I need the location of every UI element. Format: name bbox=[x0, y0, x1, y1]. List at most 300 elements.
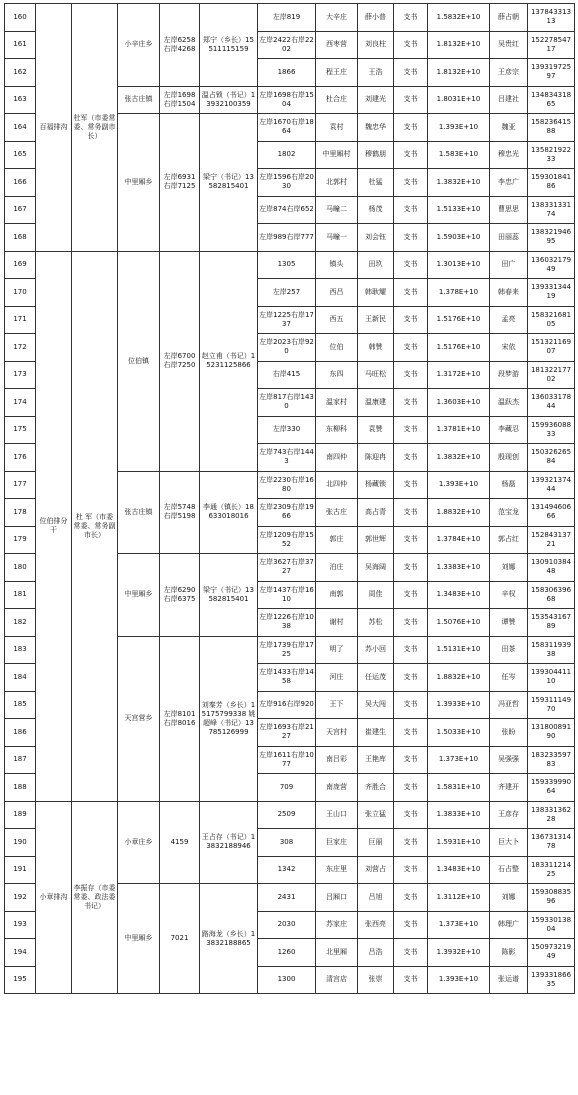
village-position: 左岸1596右岸2030 bbox=[258, 169, 316, 197]
secretary-phone: 1.5033E+10 bbox=[428, 719, 490, 747]
village-secretary: 韩耿耀 bbox=[358, 279, 394, 307]
row-number: 174 bbox=[5, 389, 36, 417]
patrol-mobile: 15832168105 bbox=[528, 306, 575, 334]
village-name: 温家村 bbox=[316, 389, 358, 417]
secretary-role: 支书 bbox=[394, 801, 428, 829]
village-position: 左岸2422右岸2202 bbox=[258, 31, 316, 59]
table-row bbox=[5, 4, 575, 32]
township-position: 左岸6931 右岸7125 bbox=[160, 114, 200, 252]
secretary-role: 支书 bbox=[394, 59, 428, 87]
patrol-mobile: 13603317844 bbox=[528, 389, 575, 417]
secretary-role: 支书 bbox=[394, 196, 428, 224]
village-position: 1342 bbox=[258, 856, 316, 884]
township-position: 左岸6700 右岸7250 bbox=[160, 251, 200, 471]
village-secretary: 王浩 bbox=[358, 59, 394, 87]
row-number: 164 bbox=[5, 114, 36, 142]
village-name: 郭庄 bbox=[316, 526, 358, 554]
secretary-role: 支书 bbox=[394, 966, 428, 994]
village-name: 王下 bbox=[316, 691, 358, 719]
row-number: 175 bbox=[5, 416, 36, 444]
patrol-leader: 吕建社 bbox=[490, 86, 528, 114]
village-position: 左岸1693右岸2127 bbox=[258, 719, 316, 747]
secretary-role: 支书 bbox=[394, 224, 428, 252]
village-name: 张古庄 bbox=[316, 499, 358, 527]
channel-name: 百福排沟 bbox=[36, 4, 72, 252]
village-position: 左岸1611右岸1077 bbox=[258, 746, 316, 774]
patrol-leader: 魏亚 bbox=[490, 114, 528, 142]
village-position: 2030 bbox=[258, 911, 316, 939]
village-secretary: 张西亮 bbox=[358, 911, 394, 939]
secretary-phone: 1.8031E+10 bbox=[428, 86, 490, 114]
village-secretary: 崔建生 bbox=[358, 719, 394, 747]
village-name: 明了 bbox=[316, 636, 358, 664]
village-name: 大辛庄 bbox=[316, 4, 358, 32]
patrol-leader: 田丽蕊 bbox=[490, 224, 528, 252]
patrol-leader: 韩春来 bbox=[490, 279, 528, 307]
row-number: 190 bbox=[5, 829, 36, 857]
village-position: 左岸1226右岸1038 bbox=[258, 609, 316, 637]
patrol-mobile: 15993608833 bbox=[528, 416, 575, 444]
secretary-role: 支书 bbox=[394, 86, 428, 114]
township-position: 左岸1698 右岸1504 bbox=[160, 86, 200, 114]
village-position: 左岸257 bbox=[258, 279, 316, 307]
patrol-leader: 穆忠光 bbox=[490, 141, 528, 169]
secretary-role: 支书 bbox=[394, 389, 428, 417]
secretary-phone: 1.5832E+10 bbox=[428, 4, 490, 32]
village-name: 南吕彩 bbox=[316, 746, 358, 774]
row-number: 163 bbox=[5, 86, 36, 114]
village-name: 位伯 bbox=[316, 334, 358, 362]
village-secretary: 吴海阔 bbox=[358, 554, 394, 582]
township-position: 左岸8101 右岸8016 bbox=[160, 636, 200, 801]
patrol-leader: 杨磊 bbox=[490, 471, 528, 499]
village-position: 1300 bbox=[258, 966, 316, 994]
village-secretary: 王艳库 bbox=[358, 746, 394, 774]
secretary-phone: 1.5176E+10 bbox=[428, 306, 490, 334]
row-number: 195 bbox=[5, 966, 36, 994]
village-name: 东柳科 bbox=[316, 416, 358, 444]
patrol-leader: 薛占朝 bbox=[490, 4, 528, 32]
secretary-role: 支书 bbox=[394, 4, 428, 32]
village-secretary: 杨藏锁 bbox=[358, 471, 394, 499]
village-secretary: 张崇 bbox=[358, 966, 394, 994]
patrol-mobile: 13833136228 bbox=[528, 801, 575, 829]
row-number: 166 bbox=[5, 169, 36, 197]
village-position: 左岸1698右岸1504 bbox=[258, 86, 316, 114]
patrol-leader: 温跃杰 bbox=[490, 389, 528, 417]
row-number: 178 bbox=[5, 499, 36, 527]
secretary-phone: 1.3383E+10 bbox=[428, 554, 490, 582]
village-position: 1866 bbox=[258, 59, 316, 87]
patrol-leader: 李藏忍 bbox=[490, 416, 528, 444]
village-name: 西五 bbox=[316, 306, 358, 334]
village-secretary: 吴大闯 bbox=[358, 691, 394, 719]
secretary-phone: 1.5931E+10 bbox=[428, 829, 490, 857]
patrol-mobile: 13832194695 bbox=[528, 224, 575, 252]
patrol-mobile: 15823641588 bbox=[528, 114, 575, 142]
table-row bbox=[5, 801, 575, 829]
table-row bbox=[5, 251, 575, 279]
secretary-phone: 1.5131E+10 bbox=[428, 636, 490, 664]
secretary-phone: 1.8832E+10 bbox=[428, 499, 490, 527]
patrol-mobile: 18331121425 bbox=[528, 856, 575, 884]
village-secretary: 刘营占 bbox=[358, 856, 394, 884]
village-position: 左岸989右岸777 bbox=[258, 224, 316, 252]
secretary-role: 支书 bbox=[394, 856, 428, 884]
patrol-mobile: 15831193938 bbox=[528, 636, 575, 664]
township-name: 小辛庄乡 bbox=[118, 4, 160, 87]
village-secretary: 韩赞 bbox=[358, 334, 394, 362]
patrol-mobile: 15931114970 bbox=[528, 691, 575, 719]
village-name: 北里厢 bbox=[316, 939, 358, 967]
village-secretary: 杨茂 bbox=[358, 196, 394, 224]
village-position: 308 bbox=[258, 829, 316, 857]
village-name: 南四仲 bbox=[316, 444, 358, 472]
secretary-role: 支书 bbox=[394, 169, 428, 197]
patrol-mobile: 13483431865 bbox=[528, 86, 575, 114]
secretary-role: 支书 bbox=[394, 306, 428, 334]
secretary-phone: 1.5903E+10 bbox=[428, 224, 490, 252]
secretary-role: 支书 bbox=[394, 471, 428, 499]
village-secretary: 任运茂 bbox=[358, 664, 394, 692]
row-number: 162 bbox=[5, 59, 36, 87]
township-name: 中里厢乡 bbox=[118, 554, 160, 637]
village-name: 巨家庄 bbox=[316, 829, 358, 857]
row-number: 177 bbox=[5, 471, 36, 499]
village-position: 左岸1225右岸1737 bbox=[258, 306, 316, 334]
patrol-mobile: 15930184186 bbox=[528, 169, 575, 197]
patrol-leader: 韩理广 bbox=[490, 911, 528, 939]
village-name: 杜合庄 bbox=[316, 86, 358, 114]
village-secretary: 周佳 bbox=[358, 581, 394, 609]
secretary-phone: 1.5831E+10 bbox=[428, 774, 490, 802]
village-secretary: 杜猛 bbox=[358, 169, 394, 197]
secretary-role: 支书 bbox=[394, 746, 428, 774]
village-name: 北郭村 bbox=[316, 169, 358, 197]
secretary-phone: 1.583E+10 bbox=[428, 141, 490, 169]
row-number: 194 bbox=[5, 939, 36, 967]
secretary-phone: 1.3781E+10 bbox=[428, 416, 490, 444]
village-secretary: 张立猛 bbox=[358, 801, 394, 829]
village-name: 西吕 bbox=[316, 279, 358, 307]
village-secretary: 陈迎冉 bbox=[358, 444, 394, 472]
village-position: 左岸743右岸1443 bbox=[258, 444, 316, 472]
row-number: 179 bbox=[5, 526, 36, 554]
village-position: 1802 bbox=[258, 141, 316, 169]
village-secretary: 刘良柱 bbox=[358, 31, 394, 59]
village-position: 左岸817右岸1430 bbox=[258, 389, 316, 417]
row-number: 188 bbox=[5, 774, 36, 802]
secretary-role: 支书 bbox=[394, 499, 428, 527]
village-position: 左岸3627右岸3727 bbox=[258, 554, 316, 582]
village-secretary: 苏小回 bbox=[358, 636, 394, 664]
secretary-phone: 1.8132E+10 bbox=[428, 31, 490, 59]
channel-name: 小章排沟 bbox=[36, 801, 72, 994]
secretary-role: 支书 bbox=[394, 251, 428, 279]
secretary-role: 支书 bbox=[394, 526, 428, 554]
village-secretary: 刘建光 bbox=[358, 86, 394, 114]
secretary-phone: 1.5076E+10 bbox=[428, 609, 490, 637]
patrol-mobile: 15933013804 bbox=[528, 911, 575, 939]
row-number: 169 bbox=[5, 251, 36, 279]
patrol-leader: 辛权 bbox=[490, 581, 528, 609]
row-number: 187 bbox=[5, 746, 36, 774]
row-number: 182 bbox=[5, 609, 36, 637]
village-position: 左岸819 bbox=[258, 4, 316, 32]
village-name: 北四仲 bbox=[316, 471, 358, 499]
row-number: 173 bbox=[5, 361, 36, 389]
township-name: 中里厢乡 bbox=[118, 114, 160, 252]
patrol-mobile: 13603217949 bbox=[528, 251, 575, 279]
village-secretary: 马旺松 bbox=[358, 361, 394, 389]
patrol-mobile: 13932137444 bbox=[528, 471, 575, 499]
city-leader: 杜 军（市委常委、常务副市长） bbox=[72, 251, 118, 801]
row-number: 180 bbox=[5, 554, 36, 582]
patrol-leader: 陈影 bbox=[490, 939, 528, 967]
patrol-mobile: 13149460666 bbox=[528, 499, 575, 527]
row-number: 181 bbox=[5, 581, 36, 609]
village-secretary: 温康建 bbox=[358, 389, 394, 417]
village-secretary: 苏松 bbox=[358, 609, 394, 637]
secretary-phone: 1.3932E+10 bbox=[428, 939, 490, 967]
patrol-leader: 张盼 bbox=[490, 719, 528, 747]
secretary-role: 支书 bbox=[394, 141, 428, 169]
secretary-role: 支书 bbox=[394, 719, 428, 747]
secretary-phone: 1.3013E+10 bbox=[428, 251, 490, 279]
patrol-mobile: 15032626584 bbox=[528, 444, 575, 472]
township-chief: 路海龙（乡长）13832188865 bbox=[200, 884, 258, 994]
village-secretary: 吕旭 bbox=[358, 884, 394, 912]
village-name: 东四 bbox=[316, 361, 358, 389]
village-position: 左岸330 bbox=[258, 416, 316, 444]
row-number: 193 bbox=[5, 911, 36, 939]
secretary-role: 支书 bbox=[394, 609, 428, 637]
village-secretary: 刘会钰 bbox=[358, 224, 394, 252]
patrol-leader: 王彦宗 bbox=[490, 59, 528, 87]
row-number: 161 bbox=[5, 31, 36, 59]
patrol-leader: 齐建开 bbox=[490, 774, 528, 802]
township-chief: 温占锁（书记）13932100359 bbox=[200, 86, 258, 114]
secretary-role: 支书 bbox=[394, 361, 428, 389]
village-position: 左岸2230右岸1680 bbox=[258, 471, 316, 499]
secretary-phone: 1.393E+10 bbox=[428, 114, 490, 142]
secretary-phone: 1.3784E+10 bbox=[428, 526, 490, 554]
village-name: 谢村 bbox=[316, 609, 358, 637]
patrol-leader: 田茶 bbox=[490, 636, 528, 664]
village-name: 南郭 bbox=[316, 581, 358, 609]
row-number: 191 bbox=[5, 856, 36, 884]
township-chief: 郑宁（乡长）15511115159 bbox=[200, 4, 258, 87]
village-position: 左岸1437右岸1610 bbox=[258, 581, 316, 609]
patrol-mobile: 15830639668 bbox=[528, 581, 575, 609]
township-name: 天宫营乡 bbox=[118, 636, 160, 801]
patrol-mobile: 13833133174 bbox=[528, 196, 575, 224]
village-name: 清宫店 bbox=[316, 966, 358, 994]
secretary-role: 支书 bbox=[394, 774, 428, 802]
township-position: 左岸5748 右岸5198 bbox=[160, 471, 200, 554]
secretary-phone: 1.378E+10 bbox=[428, 279, 490, 307]
secretary-role: 支书 bbox=[394, 829, 428, 857]
village-position: 左岸916右岸920 bbox=[258, 691, 316, 719]
secretary-role: 支书 bbox=[394, 416, 428, 444]
secretary-phone: 1.373E+10 bbox=[428, 911, 490, 939]
patrol-leader: 刘娜 bbox=[490, 554, 528, 582]
row-number: 168 bbox=[5, 224, 36, 252]
secretary-role: 支书 bbox=[394, 31, 428, 59]
village-position: 左岸2309右岸1966 bbox=[258, 499, 316, 527]
patrol-leader: 范宝龙 bbox=[490, 499, 528, 527]
secretary-role: 支书 bbox=[394, 444, 428, 472]
patrol-mobile: 13931972597 bbox=[528, 59, 575, 87]
township-position: 4159 bbox=[160, 801, 200, 884]
secretary-phone: 1.8832E+10 bbox=[428, 664, 490, 692]
township-chief: 刘秦芳（乡长）15175799338 姚超峰（书记）13785126999 bbox=[200, 636, 258, 801]
village-secretary: 田玖 bbox=[358, 251, 394, 279]
secretary-role: 支书 bbox=[394, 279, 428, 307]
patrol-leader: 刘娜 bbox=[490, 884, 528, 912]
row-number: 170 bbox=[5, 279, 36, 307]
village-position: 左岸1739右岸1725 bbox=[258, 636, 316, 664]
patrol-leader: 孟亮 bbox=[490, 306, 528, 334]
secretary-role: 支书 bbox=[394, 581, 428, 609]
patrol-mobile: 15354316789 bbox=[528, 609, 575, 637]
village-secretary: 郭世辉 bbox=[358, 526, 394, 554]
village-position: 2509 bbox=[258, 801, 316, 829]
township-name: 位伯镇 bbox=[118, 251, 160, 471]
patrol-leader: 郭占红 bbox=[490, 526, 528, 554]
secretary-role: 支书 bbox=[394, 691, 428, 719]
patrol-leader: 宋依 bbox=[490, 334, 528, 362]
township-name: 张古庄镇 bbox=[118, 471, 160, 554]
secretary-phone: 1.393E+10 bbox=[428, 471, 490, 499]
village-secretary: 穆鹤朋 bbox=[358, 141, 394, 169]
patrol-leader: 田广 bbox=[490, 251, 528, 279]
secretary-phone: 1.3603E+10 bbox=[428, 389, 490, 417]
row-number: 160 bbox=[5, 4, 36, 32]
roster-body bbox=[5, 4, 575, 994]
village-name: 东庄里 bbox=[316, 856, 358, 884]
secretary-role: 支书 bbox=[394, 664, 428, 692]
village-name: 苏家庄 bbox=[316, 911, 358, 939]
patrol-leader: 石占整 bbox=[490, 856, 528, 884]
township-name: 小章庄乡 bbox=[118, 801, 160, 884]
patrol-leader: 巨大卜 bbox=[490, 829, 528, 857]
patrol-mobile: 15097321949 bbox=[528, 939, 575, 967]
village-secretary: 齐胜合 bbox=[358, 774, 394, 802]
village-name: 袁村 bbox=[316, 114, 358, 142]
village-position: 左岸1670右岸1864 bbox=[258, 114, 316, 142]
village-name: 南庞营 bbox=[316, 774, 358, 802]
village-position: 左岸1433右岸1458 bbox=[258, 664, 316, 692]
village-position: 左岸1209右岸1552 bbox=[258, 526, 316, 554]
patrol-mobile: 13180089190 bbox=[528, 719, 575, 747]
secretary-role: 支书 bbox=[394, 911, 428, 939]
patrol-mobile: 15930883596 bbox=[528, 884, 575, 912]
patrol-mobile: 13091038448 bbox=[528, 554, 575, 582]
township-chief: 王占存（书记）13832188946 bbox=[200, 801, 258, 884]
patrol-mobile: 15284313721 bbox=[528, 526, 575, 554]
village-name: 马疃一 bbox=[316, 224, 358, 252]
village-secretary: 高占青 bbox=[358, 499, 394, 527]
village-name: 河庄 bbox=[316, 664, 358, 692]
city-leader: 杜军（市委常委、常务副市长） bbox=[72, 4, 118, 252]
secretary-phone: 1.3483E+10 bbox=[428, 581, 490, 609]
village-position: 左岸2023右岸920 bbox=[258, 334, 316, 362]
row-number: 165 bbox=[5, 141, 36, 169]
patrol-leader: 殷现创 bbox=[490, 444, 528, 472]
secretary-phone: 1.5133E+10 bbox=[428, 196, 490, 224]
row-number: 167 bbox=[5, 196, 36, 224]
secretary-phone: 1.3172E+10 bbox=[428, 361, 490, 389]
village-secretary: 王新民 bbox=[358, 306, 394, 334]
patrol-leader: 李忠广 bbox=[490, 169, 528, 197]
village-position: 2431 bbox=[258, 884, 316, 912]
village-position: 709 bbox=[258, 774, 316, 802]
village-name: 王山口 bbox=[316, 801, 358, 829]
patrol-mobile: 13933134419 bbox=[528, 279, 575, 307]
secretary-phone: 1.3483E+10 bbox=[428, 856, 490, 884]
duty-roster-table bbox=[4, 3, 575, 994]
row-number: 186 bbox=[5, 719, 36, 747]
patrol-leader: 吴贵红 bbox=[490, 31, 528, 59]
patrol-mobile: 18323359783 bbox=[528, 746, 575, 774]
secretary-phone: 1.393E+10 bbox=[428, 966, 490, 994]
patrol-leader: 段梦游 bbox=[490, 361, 528, 389]
township-name: 中里厢乡 bbox=[118, 884, 160, 994]
row-number: 171 bbox=[5, 306, 36, 334]
row-number: 183 bbox=[5, 636, 36, 664]
secretary-phone: 1.8132E+10 bbox=[428, 59, 490, 87]
secretary-role: 支书 bbox=[394, 554, 428, 582]
secretary-role: 支书 bbox=[394, 636, 428, 664]
township-chief: 梁宁（书记）13582815401 bbox=[200, 114, 258, 252]
row-number: 189 bbox=[5, 801, 36, 829]
channel-name: 位伯排分干 bbox=[36, 251, 72, 801]
village-name: 吕厢口 bbox=[316, 884, 358, 912]
township-position: 7021 bbox=[160, 884, 200, 994]
village-name: 程王庄 bbox=[316, 59, 358, 87]
row-number: 185 bbox=[5, 691, 36, 719]
township-position: 左岸6290 右岸6375 bbox=[160, 554, 200, 637]
township-chief: 李通（镇长）18633018016 bbox=[200, 471, 258, 554]
village-position: 1260 bbox=[258, 939, 316, 967]
village-name: 泊庄 bbox=[316, 554, 358, 582]
village-name: 马疃二 bbox=[316, 196, 358, 224]
village-position: 左岸874右岸652 bbox=[258, 196, 316, 224]
township-chief: 梁宁（书记）13582815401 bbox=[200, 554, 258, 637]
village-name: 中里厢村 bbox=[316, 141, 358, 169]
secretary-phone: 1.3833E+10 bbox=[428, 801, 490, 829]
patrol-leader: 冯亚哲 bbox=[490, 691, 528, 719]
village-name: 镇头 bbox=[316, 251, 358, 279]
secretary-role: 支书 bbox=[394, 334, 428, 362]
secretary-phone: 1.373E+10 bbox=[428, 746, 490, 774]
secretary-phone: 1.5176E+10 bbox=[428, 334, 490, 362]
township-name: 张古庄镇 bbox=[118, 86, 160, 114]
patrol-leader: 曹思思 bbox=[490, 196, 528, 224]
village-secretary: 吕浩 bbox=[358, 939, 394, 967]
row-number: 172 bbox=[5, 334, 36, 362]
secretary-phone: 1.3832E+10 bbox=[428, 444, 490, 472]
patrol-mobile: 15933999064 bbox=[528, 774, 575, 802]
township-position: 左岸6258 右岸4268 bbox=[160, 4, 200, 87]
patrol-mobile: 13784331313 bbox=[528, 4, 575, 32]
village-secretary: 袁赞 bbox=[358, 416, 394, 444]
village-secretary: 薛小普 bbox=[358, 4, 394, 32]
village-name: 西枣营 bbox=[316, 31, 358, 59]
row-number: 192 bbox=[5, 884, 36, 912]
patrol-leader: 王彦存 bbox=[490, 801, 528, 829]
